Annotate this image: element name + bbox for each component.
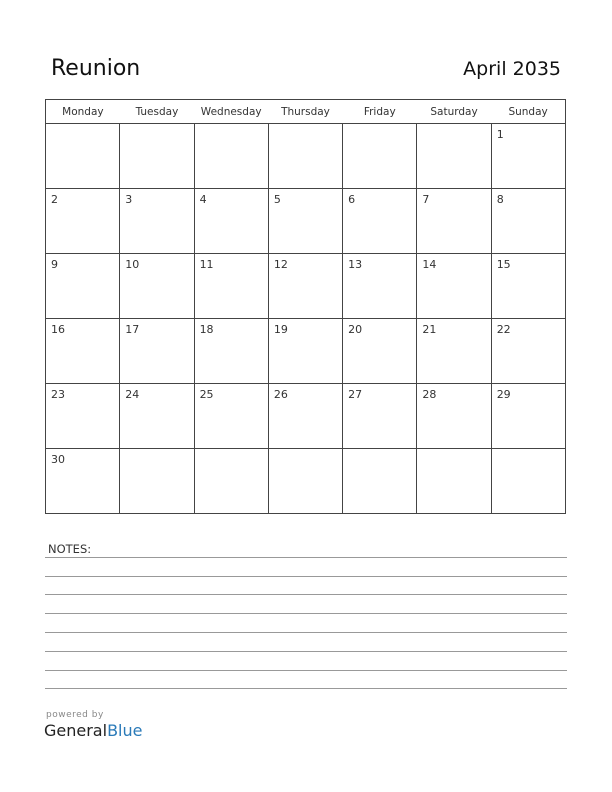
day-cell — [194, 384, 268, 449]
day-cell — [194, 449, 268, 514]
day-number: 18 — [199, 323, 214, 336]
day-number: 12 — [273, 258, 288, 271]
day-cell — [417, 449, 491, 514]
notes-line — [45, 670, 567, 671]
day-number: 19 — [273, 323, 288, 336]
day-number: 2 — [51, 193, 58, 206]
day-cell — [120, 449, 194, 514]
day-cell — [46, 319, 120, 384]
day-cell — [120, 189, 194, 254]
day-cell — [491, 124, 565, 189]
day-number: 26 — [273, 388, 288, 401]
day-cell — [194, 189, 268, 254]
week-row — [46, 384, 566, 449]
weekday-header-row — [46, 100, 566, 124]
day-number: 22 — [496, 323, 511, 336]
day-cell — [491, 189, 565, 254]
day-cell — [417, 384, 491, 449]
day-cell — [268, 449, 342, 514]
day-cell — [120, 319, 194, 384]
week-row — [46, 254, 566, 319]
day-number: 28 — [422, 388, 437, 401]
day-number: 6 — [348, 193, 356, 206]
day-number: 3 — [125, 193, 133, 206]
day-cell — [194, 319, 268, 384]
day-number: 23 — [51, 388, 65, 401]
day-cell — [268, 189, 342, 254]
day-number: 15 — [496, 258, 511, 271]
day-cell — [491, 319, 565, 384]
day-number: 11 — [199, 258, 214, 271]
day-cell — [46, 124, 120, 189]
day-number: 5 — [273, 193, 281, 206]
day-cell — [46, 254, 120, 319]
notes-line — [45, 594, 567, 595]
notes-label: NOTES: — [48, 542, 92, 556]
day-number: 29 — [496, 388, 511, 401]
day-cell — [417, 189, 491, 254]
day-cell — [46, 449, 120, 514]
day-cell — [268, 319, 342, 384]
powered-by-text: powered by — [46, 710, 104, 720]
week-row — [46, 124, 566, 189]
day-cell — [491, 384, 565, 449]
day-number: 21 — [422, 323, 437, 336]
generalblue-logo — [44, 721, 142, 740]
day-number: 10 — [125, 258, 140, 271]
weekday-header: Tuesday — [120, 100, 194, 124]
day-cell — [343, 319, 417, 384]
weekday-header: Friday — [343, 100, 417, 124]
day-cell — [120, 254, 194, 319]
notes-line — [45, 688, 567, 689]
calendar-grid — [45, 99, 566, 514]
day-cell — [343, 384, 417, 449]
day-cell — [491, 254, 565, 319]
day-number: 25 — [199, 388, 214, 401]
day-number: 30 — [51, 453, 65, 466]
week-row — [46, 189, 566, 254]
day-cell — [46, 189, 120, 254]
weekday-header: Sunday — [491, 100, 565, 124]
calendar-region-title: Reunion — [51, 56, 141, 81]
week-row — [46, 449, 566, 514]
calendar-month-title: April 2035 — [463, 58, 561, 80]
day-cell — [417, 319, 491, 384]
day-number: 4 — [199, 193, 207, 206]
day-number: 7 — [422, 193, 430, 206]
day-number: 8 — [496, 193, 504, 206]
day-cell — [491, 449, 565, 514]
notes-line — [45, 651, 567, 652]
day-number: 17 — [125, 323, 140, 336]
weekday-header: Thursday — [268, 100, 342, 124]
week-row — [46, 319, 566, 384]
day-number: 1 — [496, 128, 504, 141]
weekday-header: Saturday — [417, 100, 491, 124]
weekday-header: Wednesday — [194, 100, 268, 124]
day-cell — [46, 384, 120, 449]
notes-line — [45, 557, 567, 558]
day-number: 20 — [348, 323, 363, 336]
day-number: 13 — [348, 258, 363, 271]
day-cell — [268, 124, 342, 189]
notes-line — [45, 632, 567, 633]
day-number: 14 — [422, 258, 437, 271]
logo-text-blue: Blue — [107, 721, 143, 740]
day-cell — [343, 254, 417, 319]
day-number: 9 — [51, 258, 58, 271]
day-cell — [343, 189, 417, 254]
day-cell — [194, 124, 268, 189]
day-cell — [417, 124, 491, 189]
day-number: 16 — [51, 323, 65, 336]
day-cell — [268, 254, 342, 319]
day-cell — [120, 124, 194, 189]
day-number: 27 — [348, 388, 363, 401]
notes-line — [45, 576, 567, 577]
notes-line — [45, 613, 567, 614]
day-cell — [120, 384, 194, 449]
weekday-header: Monday — [46, 100, 120, 124]
day-cell — [194, 254, 268, 319]
day-cell — [343, 449, 417, 514]
day-number: 24 — [125, 388, 140, 401]
day-cell — [268, 384, 342, 449]
day-cell — [417, 254, 491, 319]
logo-text-general: General — [44, 721, 108, 740]
day-cell — [343, 124, 417, 189]
